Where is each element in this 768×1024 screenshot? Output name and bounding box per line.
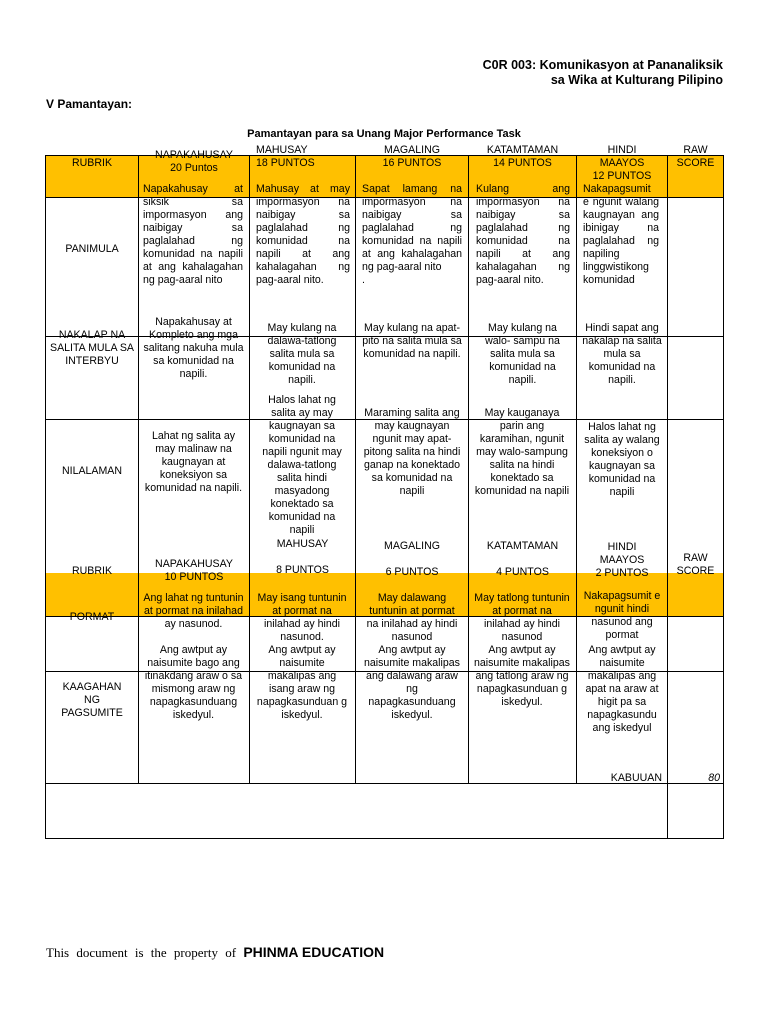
header2-magaling: MAGALING 6 PUNTOS (384, 540, 440, 578)
header-napakahusay: NAPAKAHUSAY 20 Puntos (155, 149, 233, 174)
header-katamtaman: KATAMTAMAN 14 PUNTOS (486, 144, 559, 169)
header-rubrik: RUBRIK (71, 157, 113, 169)
row-label-panimula: PANIMULA (65, 243, 119, 255)
table-line (723, 155, 724, 839)
header2-napakahusay: NAPAKAHUSAY 10 PUNTOS (155, 558, 233, 583)
cell-kaagahan-hindi: Ang awtput ay naisumite makalipas ang apat na araw at higit pa sa napagkasundu ang iskedyul (585, 644, 659, 734)
row-label-pormat: PORMAT (69, 611, 115, 623)
header2-hindi: HINDI MAAYOS 2 PUNTOS (595, 541, 649, 579)
section-label: V Pamantayan: (46, 97, 133, 111)
table-line (576, 155, 577, 783)
cell-pormat-katamtaman: May tatlong tuntunin at pormat na inilahad ay hindi nasunod (474, 592, 570, 643)
cell-nilalaman-magaling: Maraming salita ang may kaugnayan ngunit may apat-pitong salita na hindi ganap na konektado sa komunidad na napili (363, 407, 461, 497)
table-line (249, 155, 250, 783)
table-title: Pamantayan para sa Unang Major Performance Task (247, 128, 521, 140)
total-label: KABUUAN (610, 772, 662, 784)
total-value: 80 (708, 772, 720, 784)
course-title-line1: C0R 003: Komunikasyon at Pananaliksik (482, 58, 723, 72)
table-line (667, 155, 668, 839)
cell-nakalap-katamtaman: May kulang na walo- sampu na salita mula sa komunidad na napili. (485, 322, 560, 386)
cell-nilalaman-katamtaman: May kauganaya parin ang karamihan, ngunit may walo-sampung salita na hindi konektado sa komunidad na napili (474, 407, 570, 497)
header2-katamtaman: KATAMTAMAN 4 PUNTOS (486, 540, 559, 578)
cell-panimula-mahusay: Mahusay at may impormasyon na naibigay sa paglalahad ng komunidad na napili at ang kahalagahan ng pag-aaral nito. (256, 183, 350, 286)
cell-nilalaman-napakahusay: Lahat ng salita ay may malinaw na kaugnayan at koneksiyon sa komunidad na napili. (144, 430, 243, 494)
cell-nakalap-hindi: Hindi sapat ang nakalap na salita mula sa komunidad na napili. (582, 322, 662, 386)
footer-org: PHINMA EDUCATION (243, 944, 385, 960)
cell-kaagahan-magaling: Ang awtput ay naisumite makalipas ang dalawang araw ng napagkasunduang iskedyul. (364, 644, 460, 721)
header2-rubrik: RUBRIK (71, 565, 113, 577)
cell-panimula-napakahusay: Napakahusay at siksik sa impormasyon ang naibigay sa paglalahad ng komunidad na napili at ang kahalagahan ng pag-aaral nito (143, 183, 243, 286)
header-mahusay: MAHUSAY 18 PUNTOS (256, 144, 315, 169)
cell-nakalap-magaling: May kulang na apat-pito na salita mula sa komunidad na napili. (362, 322, 462, 360)
footer-text: This document is the property of (46, 945, 237, 960)
cell-nakalap-napakahusay: Napakahusay at Kompleto ang mga salitang nakuha mula sa komunidad na napili. (143, 316, 244, 380)
row-label-kaagahan: KAAGAHAN NG PAGSUMITE (61, 681, 123, 719)
row-label-nilalaman: NILALAMAN (61, 465, 123, 477)
header-raw-score: RAW SCORE (676, 144, 715, 169)
cell-nakalap-mahusay: May kulang na dalawa-tatlong salita mula sa komunidad na napili. (267, 322, 337, 386)
course-title-line2: sa Wika at Kulturang Pilipino (550, 73, 723, 87)
cell-pormat-magaling: May dalawang tuntunin at pormat na inilahad ay hindi nasunod (366, 592, 458, 643)
table-line (45, 155, 46, 839)
header-hindi: HINDI MAAYOS 12 PUNTOS (592, 144, 652, 182)
cell-panimula-magaling: Sapat lamang na impormasyon na naibigay sa paglalahad ng komunidad na napili at ang kahalagahan ng pag-aaral nito . (362, 183, 462, 286)
table-line (468, 155, 469, 783)
cell-panimula-katamtaman: Kulang ang impormasyon na naibigay sa paglalahad ng komunidad na napili at ang kahalagahan ng pag-aaral nito. (476, 183, 570, 286)
cell-kaagahan-mahusay: Ang awtput ay naisumite makalipas ang isang araw ng napagkasunduan g iskedyul. (256, 644, 348, 721)
cell-panimula-hindi: Nakapagsumit e ngunit walang kaugnayan ang ibinigay na paglalahad ng napiling linggwistikong komunidad (583, 183, 659, 286)
cell-kaagahan-katamtaman: Ang awtput ay naisumite makalipas ang tatlong araw ng napagkasunduan g iskedyul. (474, 644, 570, 708)
table-line (138, 155, 139, 783)
cell-nilalaman-mahusay: Halos lahat ng salita ay may kaugnayan sa komunidad na napili ngunit may dalawa-tatlong salita hindi masyadong konektado sa komunidad na napili (262, 394, 342, 536)
cell-pormat-hindi: Nakapagsumit e ngunit hindi nasunod ang pormat (583, 590, 661, 641)
cell-kaagahan-napakahusay: Ang awtput ay naisumite bago ang itinakdang araw o sa mismong araw ng napagkasunduang iskedyul. (144, 644, 243, 721)
table-line (355, 155, 356, 783)
table-line (45, 838, 724, 839)
cell-pormat-mahusay: May isang tuntunin at pormat na inilahad ay hindi nasunod. (257, 592, 347, 643)
cell-pormat-napakahusay: Ang lahat ng tuntunin at pormat na inilahad ay nasunod. (143, 592, 244, 630)
row-label-nakalap: NAKALAP NA SALITA MULA SA INTERBYU (50, 329, 134, 367)
footer (46, 944, 384, 961)
header2-mahusay: MAHUSAY 8 PUNTOS (276, 538, 329, 576)
header-magaling: MAGALING 16 PUNTOS (382, 144, 442, 169)
header2-raw-score: RAW SCORE (676, 552, 715, 577)
cell-nilalaman-hindi: Halos lahat ng salita ay walang koneksiyon o kaugnayan sa komunidad na napili (584, 421, 660, 498)
